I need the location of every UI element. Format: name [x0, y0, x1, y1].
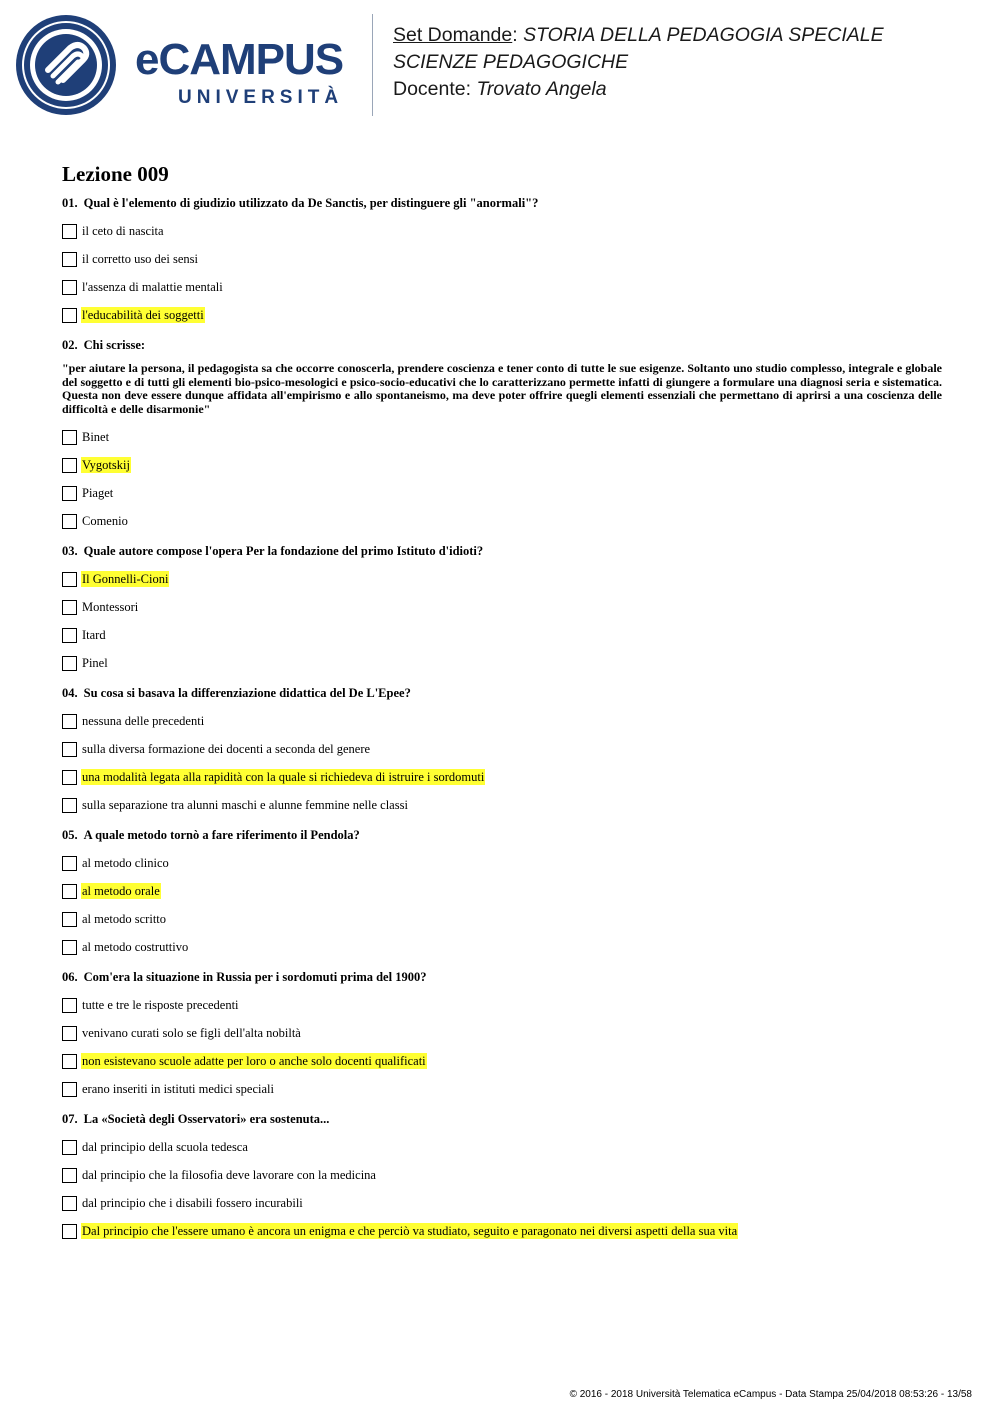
checkbox-icon[interactable]: [62, 1224, 77, 1239]
answer-option[interactable]: sulla diversa formazione dei docenti a seconda del genere: [62, 740, 942, 758]
answer-option-correct[interactable]: Vygotskij: [62, 456, 942, 474]
logo-emblem-icon: [15, 14, 117, 116]
checkbox-icon[interactable]: [62, 252, 77, 267]
checkbox-icon[interactable]: [62, 742, 77, 757]
question-01: [62, 196, 942, 324]
answer-option[interactable]: il corretto uso dei sensi: [62, 250, 942, 268]
logo-wordmark: eCAMPUS: [135, 35, 344, 84]
checkbox-icon[interactable]: [62, 1168, 77, 1183]
checkbox-icon[interactable]: [62, 884, 77, 899]
answer-option[interactable]: sulla separazione tra alunni maschi e alunne femmine nelle classi: [62, 796, 942, 814]
checkbox-icon[interactable]: [62, 656, 77, 671]
checkbox-icon[interactable]: [62, 998, 77, 1013]
lesson-title: Lezione 009: [62, 162, 169, 186]
program-line: [393, 49, 884, 76]
checkbox-icon[interactable]: [62, 856, 77, 871]
answer-option[interactable]: dal principio che la filosofia deve lavorare con la medicina: [62, 1166, 942, 1184]
answer-option-correct[interactable]: Dal principio che l'essere umano è ancora un enigma e che perciò va studiato, seguito e paragonato nei diversi aspetti della sua vita: [62, 1222, 942, 1240]
question-text: 05. A quale metodo tornò a fare riferimento il Pendola?: [62, 828, 360, 842]
answer-option[interactable]: il ceto di nascita: [62, 222, 942, 240]
answer-option[interactable]: al metodo costruttivo: [62, 938, 942, 956]
teacher-line: [393, 76, 884, 103]
page-footer: © 2016 - 2018 Università Telematica eCampus - Data Stampa 25/04/2018 08:53:26 - 13/58: [569, 1389, 972, 1400]
answer-option[interactable]: Itard: [62, 626, 942, 644]
answer-option[interactable]: erano inseriti in istituti medici speciali: [62, 1080, 942, 1098]
question-07: [62, 1112, 942, 1240]
checkbox-icon[interactable]: [62, 770, 77, 785]
question-text: 02. Chi scrisse:: [62, 338, 146, 352]
question-text: 01. Qual è l'elemento di giudizio utilizzato da De Sanctis, per distinguere gli "anormali"?: [62, 196, 539, 210]
program-title: SCIENZE PEDAGOGICHE: [393, 51, 629, 73]
checkbox-icon[interactable]: [62, 940, 77, 955]
header-divider: [372, 14, 373, 116]
answer-option[interactable]: nessuna delle precedenti: [62, 712, 942, 730]
question-set: [62, 160, 942, 1254]
answer-option-correct[interactable]: una modalità legata alla rapidità con la quale si richiedeva di istruire i sordomuti: [62, 768, 942, 786]
logo-subtitle: UNIVERSITÀ: [178, 87, 344, 108]
question-text: 04. Su cosa si basava la differenziazione didattica del De L'Epee?: [62, 686, 411, 700]
checkbox-icon[interactable]: [62, 308, 77, 323]
answer-option[interactable]: al metodo clinico: [62, 854, 942, 872]
checkbox-icon[interactable]: [62, 628, 77, 643]
teacher-name: Trovato Angela: [476, 78, 607, 100]
checkbox-icon[interactable]: [62, 1026, 77, 1041]
answer-option[interactable]: Pinel: [62, 654, 942, 672]
teacher-label: Docente:: [393, 78, 477, 100]
question-03: [62, 544, 942, 672]
answer-option-correct[interactable]: l'educabilità dei soggetti: [62, 306, 942, 324]
checkbox-icon[interactable]: [62, 458, 77, 473]
checkbox-icon[interactable]: [62, 798, 77, 813]
answer-option[interactable]: tutte e tre le risposte precedenti: [62, 996, 942, 1014]
checkbox-icon[interactable]: [62, 430, 77, 445]
answer-option-correct[interactable]: al metodo orale: [62, 882, 942, 900]
answer-option-correct[interactable]: non esistevano scuole adatte per loro o anche solo docenti qualificati: [62, 1052, 942, 1070]
checkbox-icon[interactable]: [62, 1196, 77, 1211]
question-06: [62, 970, 942, 1098]
answer-option[interactable]: Montessori: [62, 598, 942, 616]
answer-option[interactable]: dal principio della scuola tedesca: [62, 1138, 942, 1156]
set-label: Set Domande: [393, 24, 513, 46]
checkbox-icon[interactable]: [62, 224, 77, 239]
header-info: [393, 22, 884, 103]
checkbox-icon[interactable]: [62, 514, 77, 529]
question-text: 06. Com'era la situazione in Russia per i sordomuti prima del 1900?: [62, 970, 427, 984]
answer-option[interactable]: al metodo scritto: [62, 910, 942, 928]
question-02: [62, 338, 942, 530]
answer-option[interactable]: venivano curati solo se figli dell'alta nobiltà: [62, 1024, 942, 1042]
checkbox-icon[interactable]: [62, 1140, 77, 1155]
checkbox-icon[interactable]: [62, 1054, 77, 1069]
answer-option[interactable]: Binet: [62, 428, 942, 446]
checkbox-icon[interactable]: [62, 600, 77, 615]
course-title: STORIA DELLA PEDAGOGIA SPECIALE: [523, 24, 884, 46]
set-line: [393, 22, 884, 49]
answer-option[interactable]: Comenio: [62, 512, 942, 530]
question-quote: "per aiutare la persona, il pedagogista sa che occorre conoscerla, prendere coscienza e tener conto di tutte le sue esigenze. Soltanto uno studio complesso, integrale e globale del soggetto e di tutti gli elementi bio-psico-mesologici e psico-socio-educativi che lo caratterizzano permette infatti di giungere a formulare una diagnosi seria e sistematica. Questa non deve essere dunque affidata all'empirismo e allo spontaneismo, ma deve poter offrire quegli elementi essenziali che permettano di aprirsi a una coscienza delle difficoltà e delle disarmonie": [62, 361, 942, 416]
checkbox-icon[interactable]: [62, 280, 77, 295]
checkbox-icon[interactable]: [62, 912, 77, 927]
question-05: [62, 828, 942, 956]
checkbox-icon[interactable]: [62, 1082, 77, 1097]
question-text: 07. La «Società degli Osservatori» era sostenuta...: [62, 1112, 330, 1126]
checkbox-icon[interactable]: [62, 486, 77, 501]
page-header: [0, 0, 1000, 130]
checkbox-icon[interactable]: [62, 714, 77, 729]
answer-option[interactable]: Piaget: [62, 484, 942, 502]
question-04: [62, 686, 942, 814]
checkbox-icon[interactable]: [62, 572, 77, 587]
answer-option-correct[interactable]: Il Gonnelli-Cioni: [62, 570, 942, 588]
answer-option[interactable]: dal principio che i disabili fossero incurabili: [62, 1194, 942, 1212]
ecampus-logo: [15, 14, 360, 116]
answer-option[interactable]: l'assenza di malattie mentali: [62, 278, 942, 296]
question-text: 03. Quale autore compose l'opera Per la fondazione del primo Istituto d'idioti?: [62, 544, 484, 558]
set-separator: :: [512, 24, 524, 46]
